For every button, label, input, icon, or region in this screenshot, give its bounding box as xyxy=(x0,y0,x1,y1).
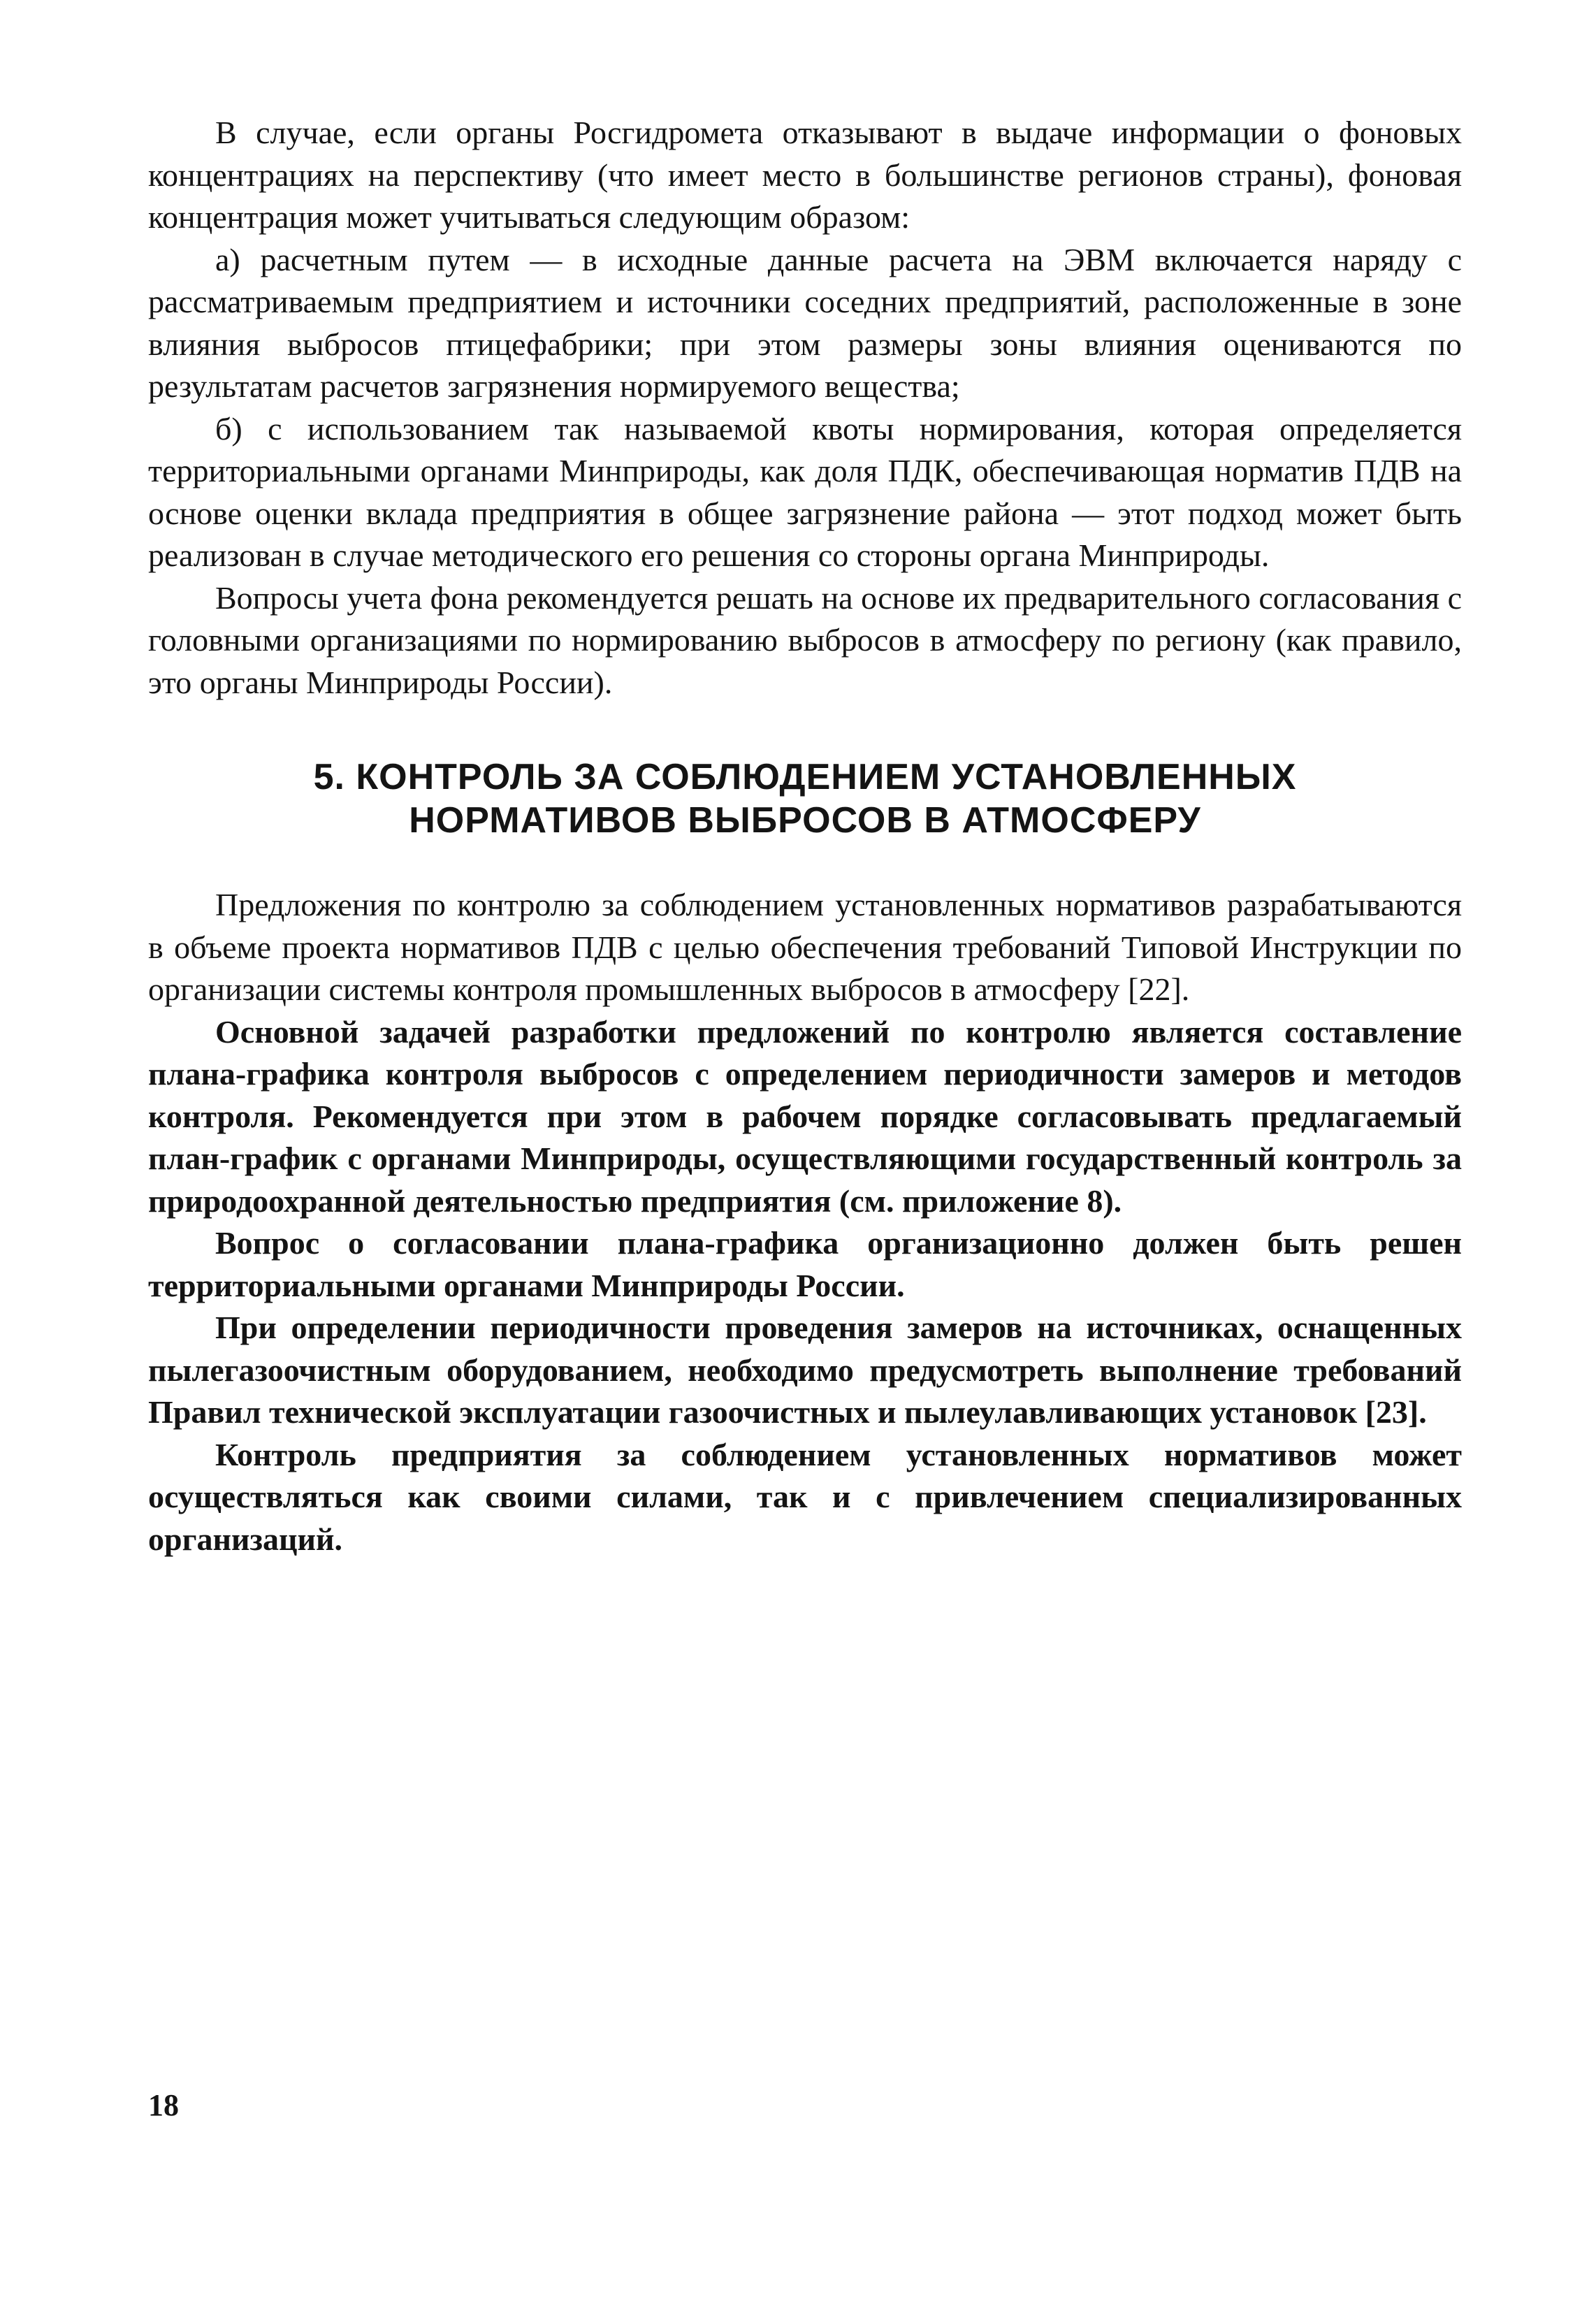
paragraph-background-info: В случае, если органы Росгидромета отказывают в выдаче информации о фоновых концентрациях на перспективу (что имеет место в большинстве регионов страны), фоновая концентрация может учитываться следующим образом: xyxy=(148,115,1462,235)
paragraph-plan-approval: Вопрос о согласовании плана-графика организационно должен быть решен территориальными органами Минприроды России. xyxy=(148,1225,1462,1303)
section-heading-line-2: НОРМАТИВОВ ВЫБРОСОВ В АТМОСФЕРУ xyxy=(409,800,1201,841)
paragraph-control-proposals: Предложения по контролю за соблюдением установленных нормативов разрабатываются в объеме проекта нормативов ПДВ с целью обеспечения требований Типовой Инструкции по организации системы контроля промышленных выбросов в атмосферу [22]. xyxy=(148,887,1462,1007)
paragraph-enterprise-control: Контроль предприятия за соблюдением установленных нормативов может осуществляться как своими силами, так и с привлечением специализированных организаций. xyxy=(148,1436,1462,1557)
paragraph-option-a: а) расчетным путем — в исходные данные расчета на ЭВМ включается наряду с рассматриваемым предприятием и источники соседних предприятий, расположенные в зоне влияния выбросов птицефабрики; при этом размеры зоны влияния оцениваются по результатам расчетов загрязнения нормируемого вещества; xyxy=(148,241,1462,404)
paragraph-background-agreement: Вопросы учета фона рекомендуется решать на основе их предварительного согласования с головными организациями по нормированию выбросов в атмосферу по региону (как правило, это органы Минприроды России). xyxy=(148,579,1462,700)
paragraph-measurement-periodicity: При определении периодичности проведения замеров на источниках, оснащенных пылегазоочистным оборудованием, необходимо предусмотреть выполнение требований Правил технической эксплуатации газоочистных и пылеулавливающих установок [23]. xyxy=(148,1310,1462,1430)
section-heading-line-1: 5. КОНТРОЛЬ ЗА СОБЛЮДЕНИЕМ УСТАНОВЛЕННЫХ xyxy=(313,757,1297,797)
page-number: 18 xyxy=(148,2088,179,2122)
document-page xyxy=(148,112,1462,1560)
section-heading xyxy=(148,755,1462,842)
paragraph-control-plan: Основной задачей разработки предложений по контролю является составление плана-графика контроля выбросов с определением периодичности замеров и методов контроля. Рекомендуется при этом в рабочем порядке согласовывать предлагаемый план-график с органами Минприроды, осуществляющими государственный контроль за природоохранной деятельностью предприятия (см. приложение 8). xyxy=(148,1013,1462,1219)
paragraph-option-b: б) с использованием так называемой квоты нормирования, которая определяется территориальными органами Минприроды, как доля ПДК, обеспечивающая норматив ПДВ на основе оценки вклада предприятия в общее загрязнение района — этот подход может быть реализован в случае методического его решения со стороны органа Минприроды. xyxy=(148,410,1462,573)
